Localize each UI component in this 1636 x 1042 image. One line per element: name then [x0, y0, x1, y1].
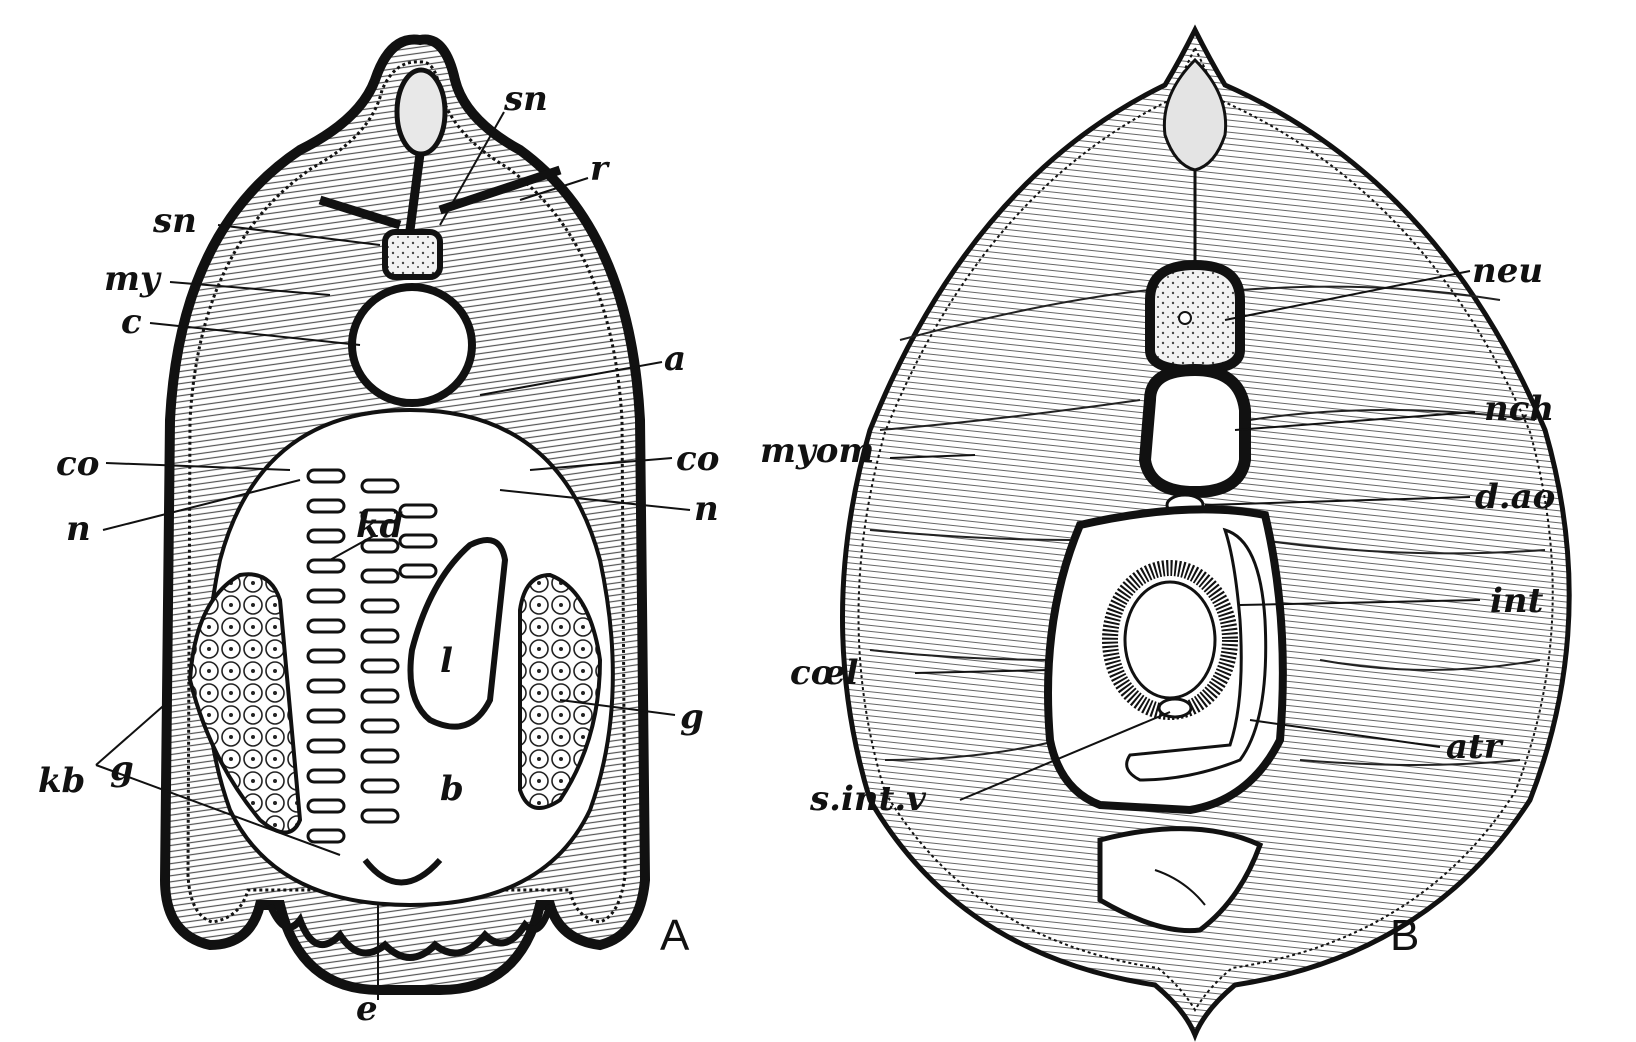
panel-a-label-kd: kd [356, 506, 404, 546]
panel-b-notochord [1145, 370, 1245, 492]
panel-b-intestine-lumen [1125, 582, 1215, 698]
panel-b-letter: B [1390, 911, 1420, 960]
panel-a-notochord [352, 287, 472, 403]
panel-a-letter: A [660, 911, 690, 960]
panel-a-label-c: c [121, 302, 142, 342]
panel-b-neural-tube [1150, 265, 1240, 370]
panel-a-fin-ray [397, 70, 445, 154]
panel-b-label-atr: atr [1446, 727, 1502, 767]
panel-b-label-int: int [1490, 581, 1544, 621]
panel-b-label-nch: nch [1484, 389, 1555, 429]
panel-a-label-n-left: n [66, 509, 91, 549]
panel-a-label-r: r [590, 149, 608, 189]
panel-b-label-coel: cœl [790, 653, 859, 693]
panel-a-label-e: e [356, 989, 378, 1029]
panel-a-label-my: my [104, 259, 160, 299]
panel-b-label-dao: d.ao [1475, 477, 1556, 517]
panel-a-nerve-cord [385, 232, 440, 277]
panel-b-neural-canal [1179, 312, 1191, 324]
panel-a-label-co-right: co [676, 439, 720, 479]
panel-a-label-sn-top: sn [504, 79, 548, 119]
panel-a-label-a: a [664, 339, 687, 379]
panel-b-label-myom: myom [760, 431, 875, 471]
panel-a-label-co-left: co [56, 444, 100, 484]
panel-a-label-g-right: g [680, 697, 704, 737]
panel-a-label-n-right: n [694, 489, 719, 529]
panel-b-label-neu: neu [1472, 251, 1544, 291]
panel-a-amphioxus-section [38, 40, 719, 1030]
panel-a-label-g-left: g [110, 749, 134, 789]
panel-a-label-b: b [440, 769, 464, 809]
panel-b-label-sintv: s.int.v [810, 779, 926, 819]
panel-a-label-l: l [440, 641, 453, 681]
panel-b-cross-section [760, 30, 1569, 1035]
panel-a-label-sn-left: sn [153, 201, 197, 241]
panel-a-label-kb: kb [38, 761, 86, 801]
